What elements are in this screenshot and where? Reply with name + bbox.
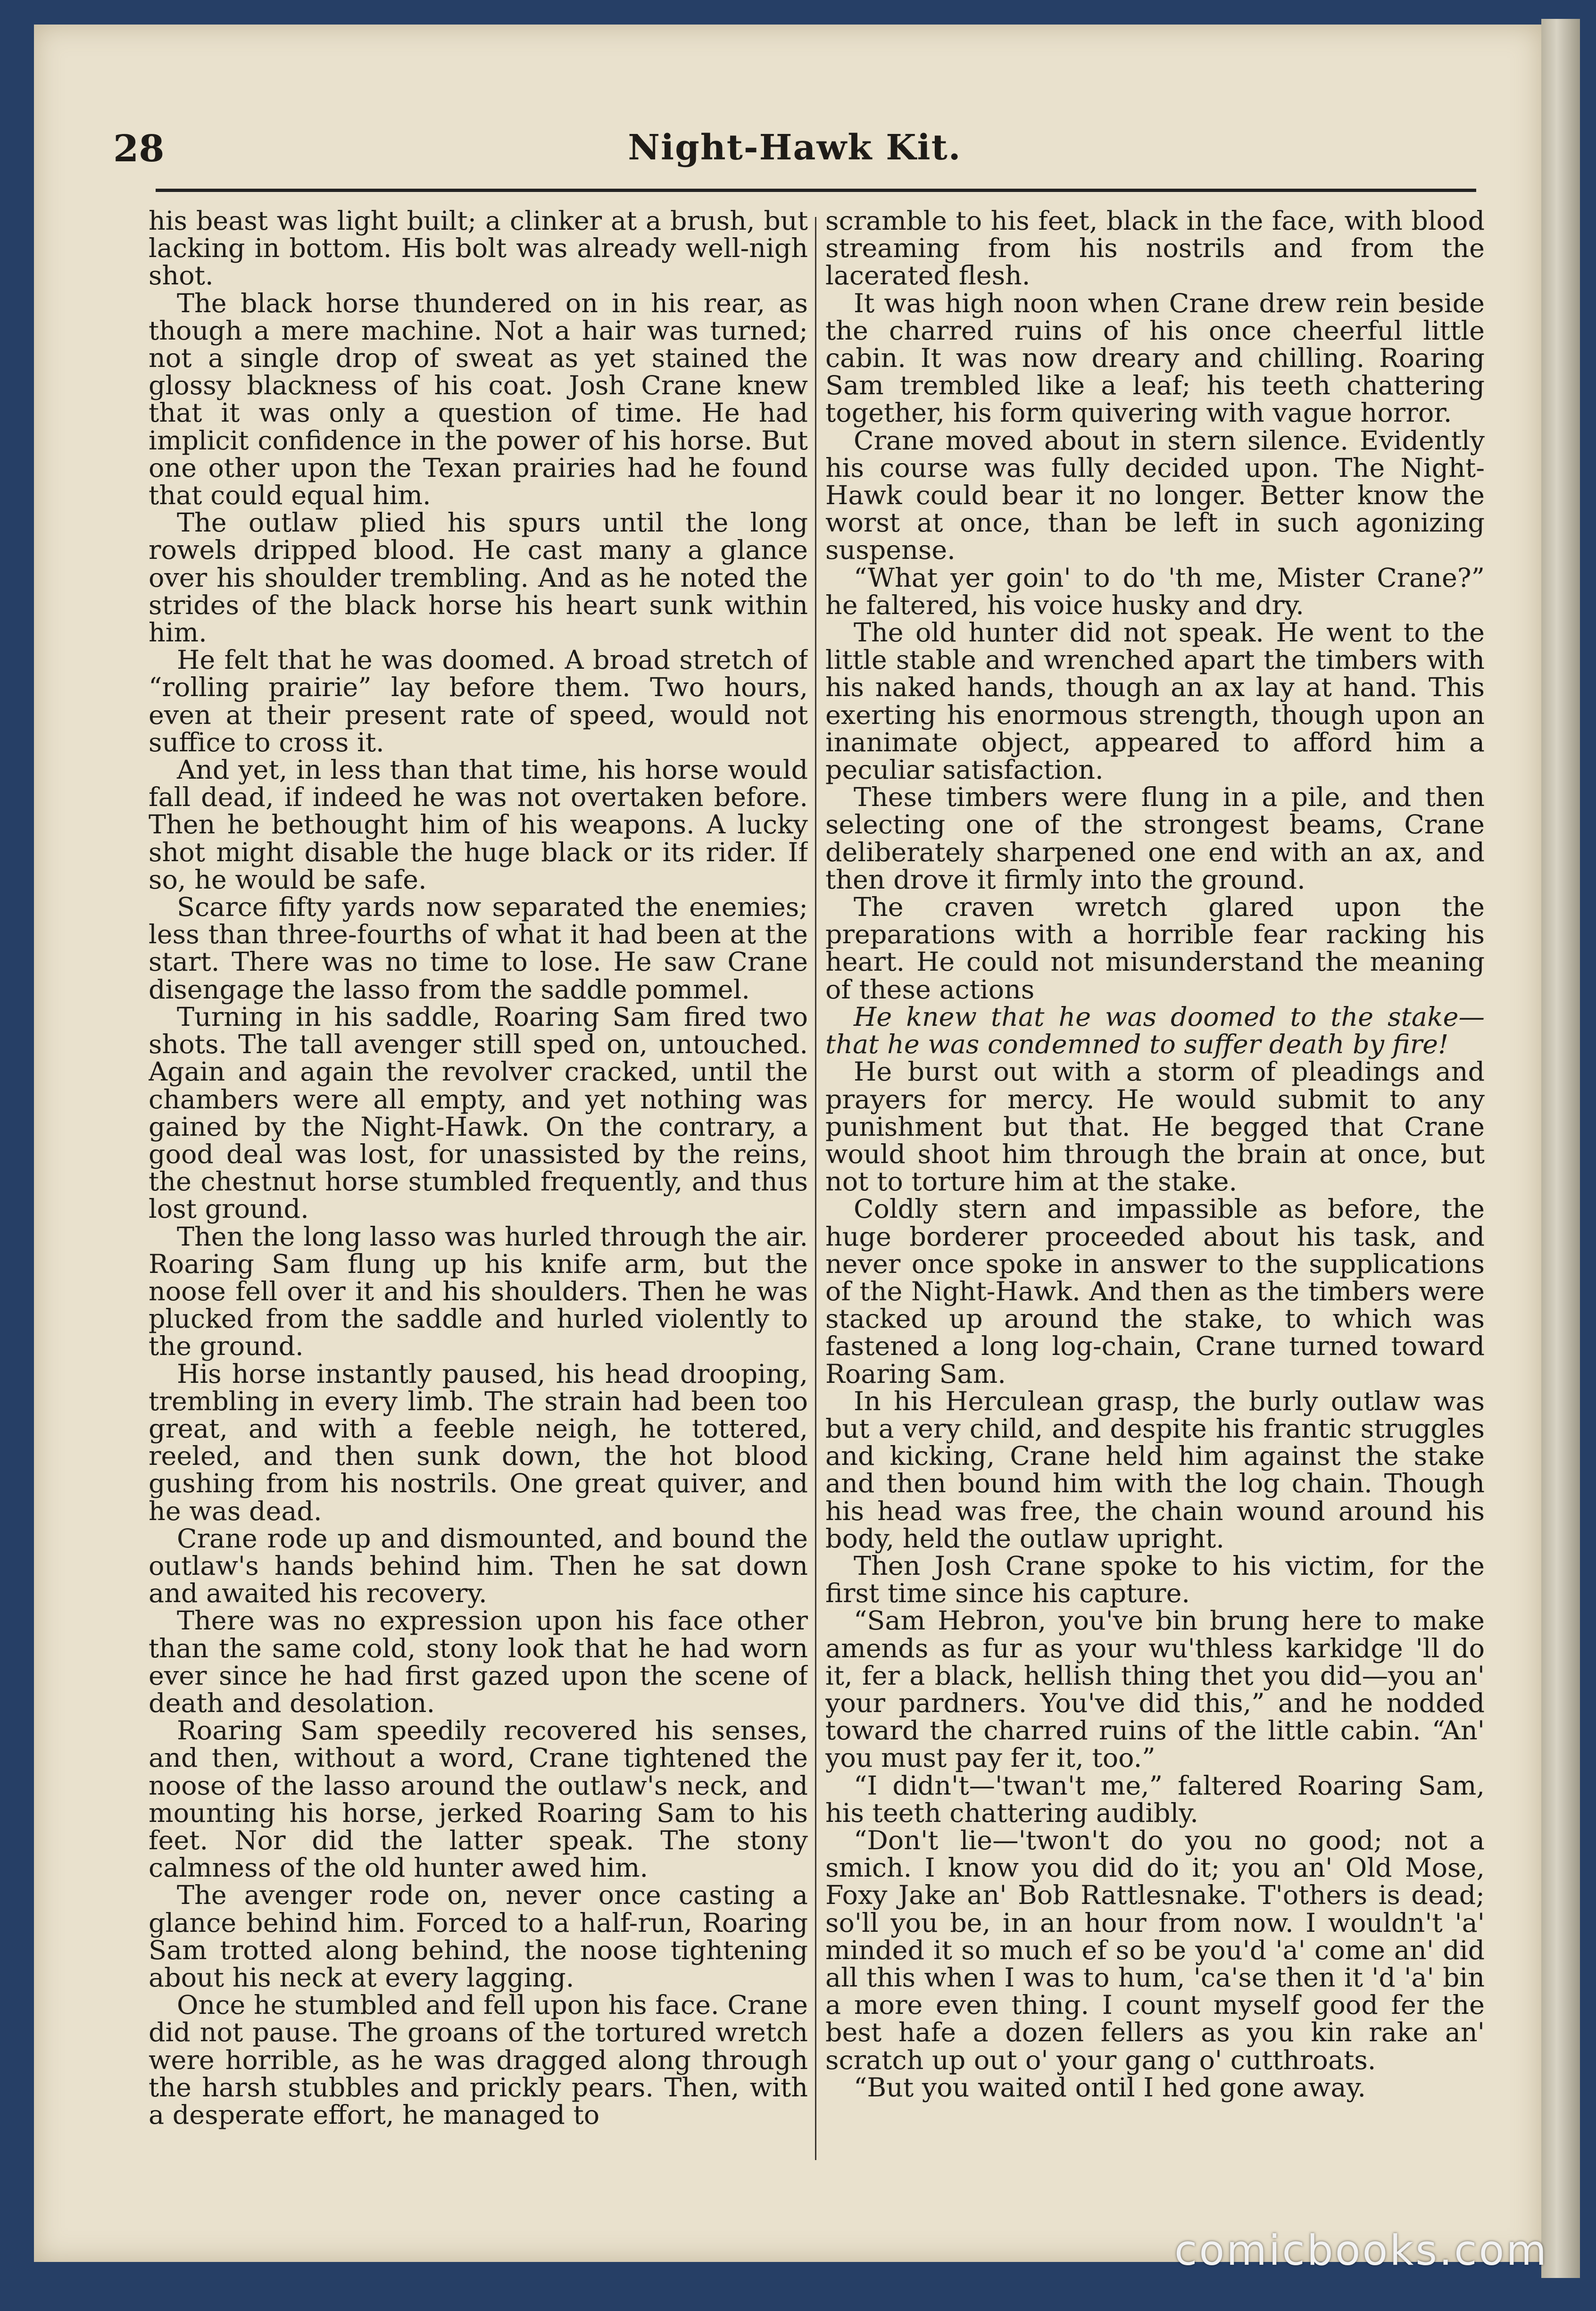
paragraph: He burst out with a storm of pleadings and prayers for mercy. He would submit to any punishment but that. He begged that Crane would shoot him through the brain at once, but not to torture him at the stake. bbox=[825, 1056, 1485, 1197]
paragraph: Roaring Sam speedily recovered his senses, and then, without a word, Crane tightened the noose of the lasso around the outlaw's neck, and mounting his horse, jerked Roaring Sam to his feet. Nor did the latter speak. The stony calmness of the old hunter awed him. bbox=[149, 1715, 808, 1884]
left-column bbox=[149, 208, 808, 2179]
paragraph: The old hunter did not speak. He went to the little stable and wrenched apart the timbers with his naked hands, though an ax lay at hand. This exerting his enormous strength, though upon an inanimate object, appeared to afford him a peculiar satisfaction. bbox=[825, 617, 1485, 786]
right-column bbox=[825, 208, 1485, 2179]
paragraph: In his Herculean grasp, the burly outlaw was but a very child, and despite his frantic struggles and kicking, Crane held him against the stake and then bound him with the log chain. Though his head was free, the chain wound around his body, held the outlaw upright. bbox=[825, 1386, 1485, 1554]
running-title: Night-Hawk Kit. bbox=[628, 127, 962, 168]
paragraph: The avenger rode on, never once casting a glance behind him. Forced to a half-run, Roaring Sam trotted along behind, the noose tightening about his neck at every lagging. bbox=[149, 1880, 808, 1993]
paragraph: “But you waited ontil I hed gone away. bbox=[854, 2072, 1366, 2103]
paragraph: his beast was light built; a clinker at a brush, but lacking in bottom. His bolt was already well-nigh shot. bbox=[149, 208, 808, 291]
column-divider bbox=[815, 217, 816, 2160]
paragraph: “What yer goin' to do 'th me, Mister Crane?” he faltered, his voice husky and dry. bbox=[825, 562, 1485, 621]
paragraph: scramble to his feet, black in the face, with blood streaming from his nostrils and from the lacerated flesh. bbox=[825, 208, 1485, 291]
paragraph: Crane rode up and dismounted, and bound the outlaw's hands behind him. Then he sat down and awaited his recovery. bbox=[149, 1523, 808, 1609]
paragraph: Scarce fifty yards now separated the enemies; less than three-fourths of what it had been at the start. There was no time to lose. He saw Crane disengage the lasso from the saddle pommel. bbox=[149, 892, 808, 1005]
paragraph: He felt that he was doomed. A broad stretch of “rolling prairie” lay before them. Two hours, even at their present rate of speed, would not suffice to cross it. bbox=[149, 645, 808, 758]
paragraph: “I didn't—'twan't me,” faltered Roaring Sam, his teeth chattering audibly. bbox=[825, 1770, 1485, 1829]
page-header bbox=[113, 123, 1476, 175]
paragraph: The black horse thundered on in his rear, as though a mere machine. Not a hair was turned; not a single drop of sweat as yet stained the glossy blackness of his coat. Josh Crane knew that it was only a question of time. He had implicit confidence in the power of his horse. But one other upon the Texan prairies had he found that could equal him. bbox=[149, 288, 808, 511]
paragraph: Then Josh Crane spoke to his victim, for the first time since his capture. bbox=[825, 1550, 1485, 1609]
page-number: 28 bbox=[113, 127, 165, 170]
paragraph: And yet, in less than that time, his horse would fall dead, if indeed he was not overtaken before. Then he bethought him of his weapons. A lucky shot might disable the huge black or its rider. If so, he would be safe. bbox=[149, 755, 808, 895]
paragraph: There was no expression upon his face other than the same cold, stony look that he had worn ever since he had first gazed upon the scene of death and desolation. bbox=[149, 1605, 808, 1719]
site-watermark: comicbooks.com bbox=[1174, 2226, 1549, 2275]
paragraph: Crane moved about in stern silence. Evidently his course was fully decided upon. The Night-Hawk could bear it no longer. Better know the worst at once, than be left in such agonizing suspense. bbox=[825, 425, 1485, 566]
paragraph: These timbers were flung in a pile, and then selecting one of the strongest beams, Crane deliberately sharpened one end with an ax, and then drove it firmly into the ground. bbox=[825, 782, 1485, 895]
paragraph: The outlaw plied his spurs until the long rowels dripped blood. He cast many a glance over his shoulder trembling. And as he noted the strides of the black horse his heart sunk within him. bbox=[149, 507, 808, 648]
paragraph: His horse instantly paused, his head drooping, trembling in every limb. The strain had been too great, and with a feeble neigh, he tottered, reeled, and then sunk down, the hot blood gushing from his nostrils. One great quiver, and he was dead. bbox=[149, 1358, 808, 1527]
paragraph: Then the long lasso was hurled through the air. Roaring Sam flung up his knife arm, but the noose fell over it and his shoulders. Then he was plucked from the saddle and hurled violently to the ground. bbox=[149, 1221, 808, 1362]
paragraph: “Don't lie—'twon't do you no good; not a smich. I know you did do it; you an' Old Mose, Foxy Jake an' Bob Rattlesnake. T'others is dead; so'll you be, in an hour from now. I wouldn't 'a' minded it so much ef so be you'd 'a' come an' did all this when I was to hum, 'ca'se then it 'd 'a' bin a more even thing. I count myself good fer the best hafe a dozen fellers as you kin rake an' scratch up out o' your gang o' cutthroats. bbox=[825, 1825, 1485, 2076]
header-rule bbox=[156, 189, 1476, 192]
paragraph: It was high noon when Crane drew rein beside the charred ruins of his once cheerful little cabin. It was now dreary and chilling. Roaring Sam trembled like a leaf; his teeth chattering together, his form quivering with vague horror. bbox=[825, 288, 1485, 429]
paragraph: Once he stumbled and fell upon his face. Crane did not pause. The groans of the tortured wretch were horrible, as he was dragged along through the harsh stubbles and prickly pears. Then, with a desperate effort, he managed to bbox=[149, 1990, 808, 2131]
paragraph: Coldly stern and impassible as before, the huge borderer proceeded about his task, and never once spoke in answer to the supplications of the Night-Hawk. And then as the timbers were stacked up around the stake, to which was fastened a long log-chain, Crane turned toward Roaring Sam. bbox=[825, 1194, 1485, 1389]
paragraph: Turning in his saddle, Roaring Sam fired two shots. The tall avenger still sped on, untouched. Again and again the revolver cracked, until the chambers were all empty, and yet nothing was gained by the Night-Hawk. On the contrary, a good deal was lost, for unassisted by the reins, the chestnut horse stumbled frequently, and thus lost ground. bbox=[149, 1001, 808, 1225]
paragraph: “Sam Hebron, you've bin brung here to make amends as fur as your wu'thless karkidge 'll do it, fer a black, hellish thing thet you did—you an' your pardners. You've did this,” and he nodded toward the charred ruins of the little cabin. “An' you must pay fer it, too.” bbox=[825, 1605, 1485, 1774]
paragraph: The craven wretch glared upon the preparations with a horrible fear racking his heart. He could not misunderstand the meaning of these actions bbox=[825, 892, 1485, 1005]
italic-paragraph: He knew that he was doomed to the stake—that he was condemned to suffer death by fire! bbox=[825, 1001, 1485, 1060]
book-spine bbox=[1541, 19, 1580, 2278]
